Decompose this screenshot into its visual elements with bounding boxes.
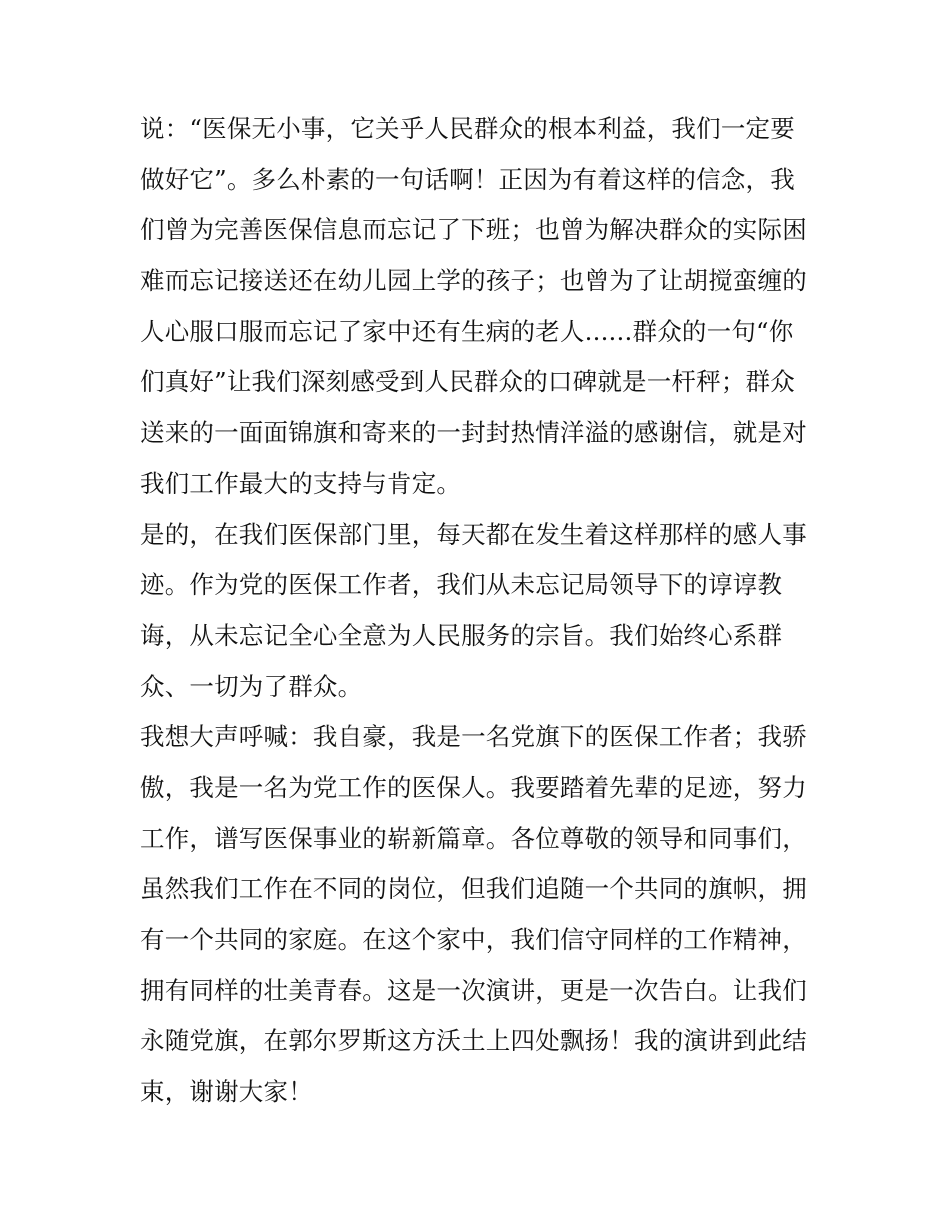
- text-line: 束，谢谢大家！: [140, 1077, 313, 1107]
- text-line: 迹。作为党的医保工作者，我们从未忘记局领导下的谆谆教: [140, 570, 783, 600]
- text-line: 难而忘记接送还在幼儿园上学的孩子；也曾为了让胡搅蛮缠的: [140, 266, 807, 296]
- text-line: 拥有同样的壮美青春。这是一次演讲，更是一次告白。让我们: [140, 975, 807, 1005]
- text-line: 傲，我是一名为党工作的医保人。我要踏着先辈的足迹，努力: [140, 772, 807, 802]
- text-line: 们曾为完善医保信息而忘记了下班；也曾为解决群众的实际困: [140, 215, 807, 245]
- text-line: 永随党旗，在郭尔罗斯这方沃土上四处飘扬！我的演讲到此结: [140, 1026, 807, 1056]
- text-line: 我们工作最大的支持与肯定。: [140, 468, 462, 498]
- text-line: 送来的一面面锦旗和寄来的一封封热情洋溢的感谢信，就是对: [140, 418, 807, 448]
- speech-text: [140, 104, 816, 1118]
- text-line: 有一个共同的家庭。在这个家中，我们信守同样的工作精神，: [140, 925, 807, 954]
- text-line: 虽然我们工作在不同的岗位，但我们追随一个共同的旗帜，拥: [140, 874, 807, 904]
- text-line: 我想大声呼喊：我自豪，我是一名党旗下的医保工作者；我骄: [140, 722, 807, 752]
- text-line: 人心服口服而忘记了家中还有生病的老人......群众的一句“你: [140, 316, 794, 346]
- text-line: 说：“医保无小事，它关乎人民群众的根本利益，我们一定要: [140, 114, 795, 143]
- text-line: 做好它”。多么朴素的一句话啊！正因为有着这样的信念，我: [140, 164, 795, 194]
- text-line: 是的，在我们医保部门里，每天都在发生着这样那样的感人事: [140, 519, 807, 549]
- text-line: 工作，谱写医保事业的崭新篇章。各位尊敬的领导和同事们，: [140, 823, 807, 853]
- text-line: 诲，从未忘记全心全意为人民服务的宗旨。我们始终心系群: [140, 620, 783, 650]
- text-line: 们真好”让我们深刻感受到人民群众的口碑就是一杆秤；群众: [140, 367, 795, 397]
- text-line: 众、一切为了群众。: [140, 671, 363, 701]
